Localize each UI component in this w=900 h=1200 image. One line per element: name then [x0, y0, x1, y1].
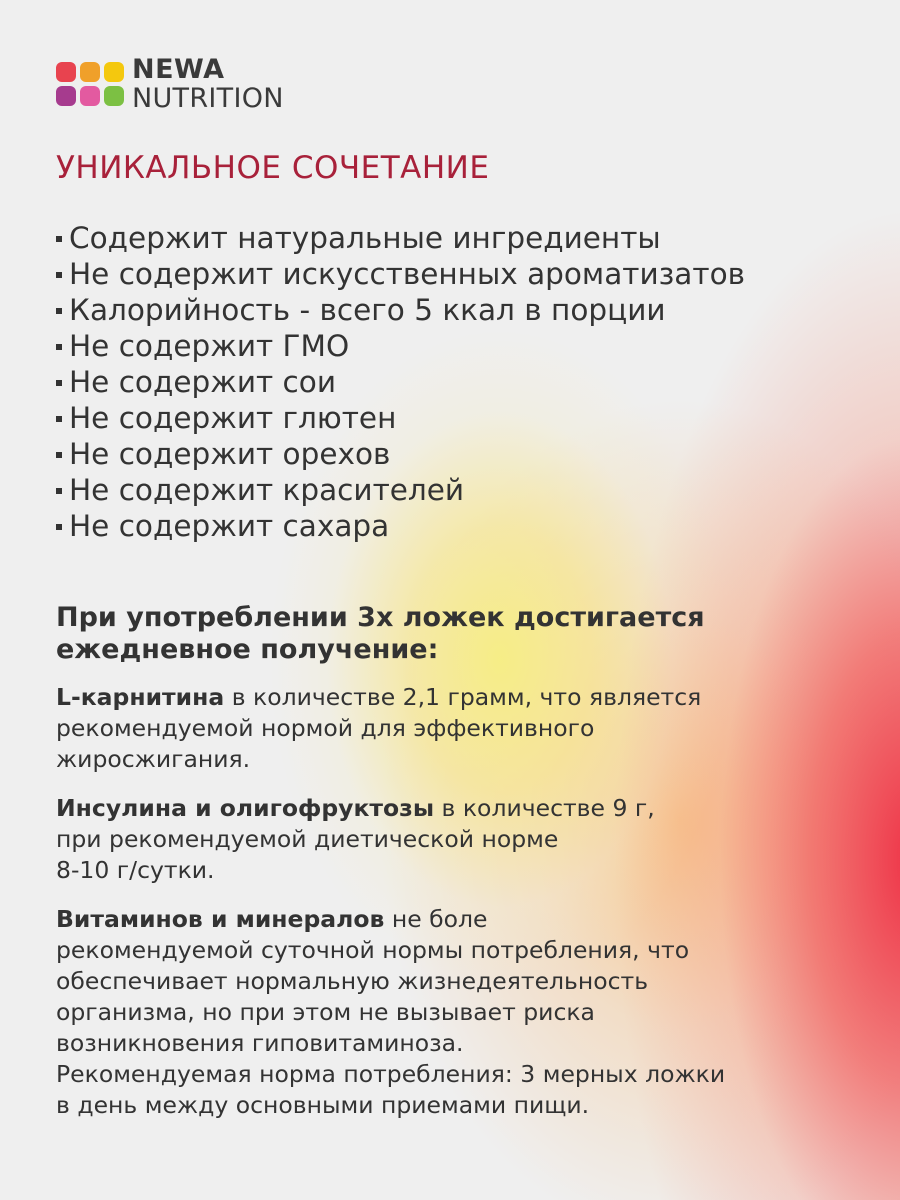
logo-squares-icon [56, 62, 124, 106]
inulin-paragraph [56, 793, 856, 886]
bullet-icon [56, 380, 62, 386]
carnitine-line-3: жиросжигания. [56, 745, 251, 773]
vitamins-line-3: обеспечивает нормальную жизнедеятельность [56, 967, 649, 995]
feature-text: Не содержит глютен [69, 401, 397, 435]
carnitine-paragraph [56, 682, 856, 775]
logo-square-1 [56, 62, 76, 82]
carnitine-line-2: рекомендуемой нормой для эффективного [56, 714, 595, 742]
logo-square-4 [56, 86, 76, 106]
bullet-icon [56, 308, 62, 314]
logo-square-6 [104, 86, 124, 106]
inulin-bold: Инсулина и олигофруктозы [56, 794, 435, 822]
logo-text [132, 56, 284, 112]
feature-text: Содержит натуральные ингредиенты [69, 221, 661, 255]
feature-text: Не содержит ГМО [69, 329, 350, 363]
features-list [56, 220, 745, 544]
logo-square-5 [80, 86, 100, 106]
bullet-icon [56, 452, 62, 458]
vitamins-line-4: организма, но при этом не вызывает риска [56, 998, 595, 1026]
vitamins-paragraph [56, 904, 856, 1121]
intake-title-line-1: При употреблении 3х ложек достигается [56, 602, 705, 633]
bullet-icon [56, 524, 62, 530]
bullet-icon [56, 416, 62, 422]
feature-item [56, 436, 745, 472]
carnitine-line-1 [56, 682, 856, 713]
inulin-line-1 [56, 793, 856, 824]
inulin-line-3: 8-10 г/сутки. [56, 856, 215, 884]
feature-item [56, 220, 745, 256]
feature-text: Не содержит сахара [69, 509, 390, 543]
logo-line-newa: NEWA [132, 54, 225, 85]
feature-item [56, 472, 745, 508]
feature-item [56, 508, 745, 544]
inulin-line-2: при рекомендуемой диетической норме [56, 825, 559, 853]
bullet-icon [56, 488, 62, 494]
inulin-text-1: в количестве 9 г, [434, 794, 655, 822]
feature-text: Не содержит орехов [69, 437, 391, 471]
dosage-line-2: в день между основными приемами пищи. [56, 1091, 590, 1119]
feature-item [56, 400, 745, 436]
dosage-line-1: Рекомендуемая норма потребления: 3 мерных ложки [56, 1060, 726, 1088]
carnitine-bold: L-карнитина [56, 683, 225, 711]
bullet-icon [56, 344, 62, 350]
section-heading: УНИКАЛЬНОЕ СОЧЕТАНИЕ [56, 150, 490, 186]
feature-item [56, 328, 745, 364]
feature-text: Не содержит сои [69, 365, 336, 399]
bullet-icon [56, 272, 62, 278]
feature-item [56, 292, 745, 328]
logo-line-nutrition: NUTRITION [132, 83, 284, 114]
feature-text: Не содержит искусственных ароматизатов [69, 257, 746, 291]
vitamins-bold: Витаминов и минералов [56, 905, 385, 933]
intake-title [56, 602, 856, 666]
vitamins-line-1 [56, 904, 856, 935]
feature-text: Калорийность - всего 5 ккал в порции [69, 293, 666, 327]
feature-item [56, 256, 745, 292]
logo-square-3 [104, 62, 124, 82]
bullet-icon [56, 236, 62, 242]
intake-title-line-2: ежедневное получение: [56, 634, 439, 665]
vitamins-line-2: рекомендуемой суточной нормы потребления, что [56, 936, 690, 964]
logo-square-2 [80, 62, 100, 82]
carnitine-text-1: в количестве 2,1 грамм, что является [224, 683, 702, 711]
vitamins-text-1: не боле [384, 905, 488, 933]
feature-item [56, 364, 745, 400]
feature-text: Не содержит красителей [69, 473, 465, 507]
brand-logo [56, 56, 284, 112]
vitamins-line-5: возникновения гиповитаминоза. [56, 1029, 464, 1057]
intake-section [56, 602, 856, 1139]
